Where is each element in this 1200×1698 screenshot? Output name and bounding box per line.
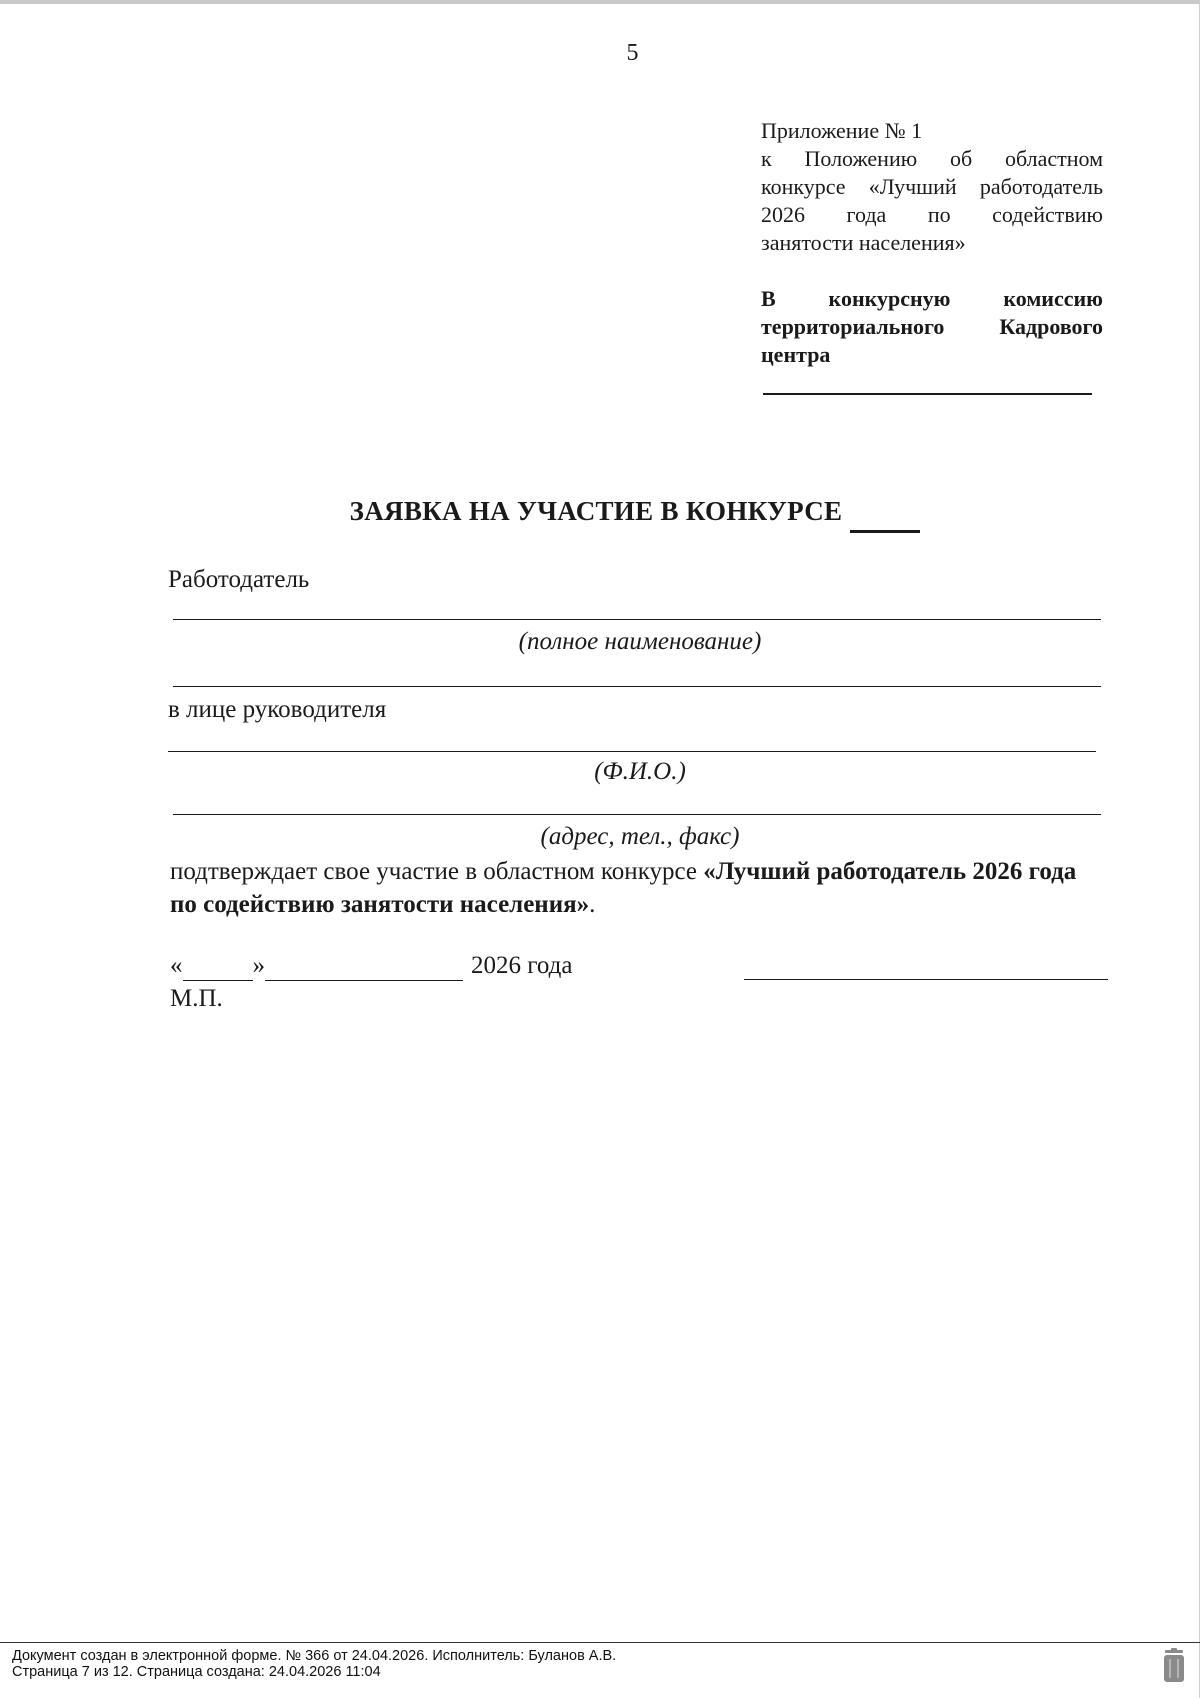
footer-line-1: Документ создан в электронной форме. № 366 от 24.04.2026. Исполнитель: Буланов А.В. <box>12 1648 617 1664</box>
footer-line-2: Страница 7 из 12. Страница создана: 24.04.2026 11:04 <box>12 1664 381 1680</box>
employer-name-line-2 <box>173 686 1101 687</box>
full-name-hint: (полное наименование) <box>518 628 762 655</box>
commission-line: территориального Кадрового <box>761 314 1103 339</box>
contacts-hint: (адрес, тел., факс) <box>540 823 740 850</box>
confirm-end: . <box>589 891 596 918</box>
annex-header <box>761 117 1103 257</box>
month-blank <box>265 952 463 981</box>
day-blank <box>183 952 253 981</box>
date-close-quote: » <box>252 952 265 979</box>
commission-blank-line <box>763 393 1092 395</box>
annex-line: занятости населения» <box>761 230 966 255</box>
fio-hint: (Ф.И.О.) <box>594 758 686 785</box>
contest-number-blank <box>850 499 920 533</box>
form-title-text: ЗАЯВКА НА УЧАСТИЕ В КОНКУРСЕ <box>349 496 843 526</box>
signature-line <box>744 979 1108 980</box>
head-label: в лице руководителя <box>168 696 387 723</box>
annex-line: 2026 года по содействию <box>761 202 1103 227</box>
annex-line: к Положению об областном <box>761 146 1103 171</box>
confirmation-paragraph <box>170 855 1100 921</box>
confirm-text: подтверждает свое участие в областном конкурсе <box>170 858 704 885</box>
form-title <box>0 496 1200 530</box>
contacts-line <box>173 814 1101 815</box>
annex-line: Приложение № 1 <box>761 118 923 143</box>
commission-line: центра <box>761 342 831 367</box>
employer-name-line <box>173 619 1101 620</box>
trash-icon[interactable] <box>1162 1648 1186 1684</box>
stamp-place: М.П. <box>170 985 223 1012</box>
commission-line: В конкурсную комиссию <box>761 286 1103 311</box>
date-open-quote: « <box>170 952 183 979</box>
head-fio-line <box>168 751 1096 752</box>
trash-icon-glyph <box>1162 1648 1186 1684</box>
date-year: 2026 года <box>471 952 573 979</box>
annex-line: конкурсе «Лучший работодатель <box>761 174 1103 199</box>
contest-name: «Лучший работодатель 2026 года по содействию занятости населения» <box>170 858 1077 918</box>
document-footer <box>12 1648 616 1680</box>
employer-label: Работодатель <box>168 566 310 593</box>
commission-addressee <box>761 285 1103 369</box>
date-field <box>170 952 572 981</box>
page-number: 5 <box>626 40 639 66</box>
footer-divider <box>0 1642 1200 1643</box>
